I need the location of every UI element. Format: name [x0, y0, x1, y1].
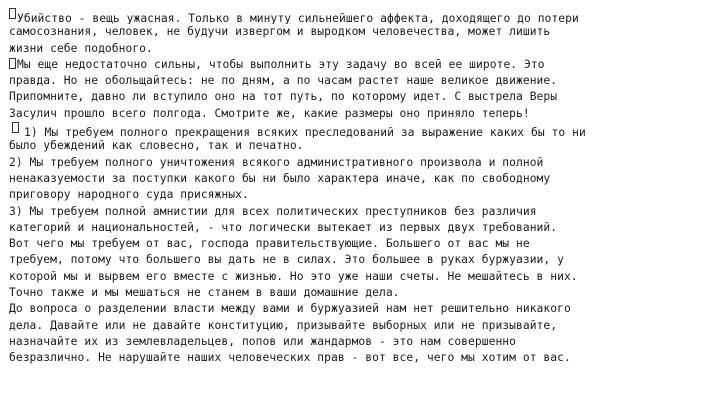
paragraph-text: Мы еще недостаточно сильны, чтобы выполнить эту задачу во всей ее широте. Это: [17, 57, 545, 71]
text-line: [9, 204, 714, 220]
paragraph-text: Убийство - вещь ужасная. Только в минуту сильнейшего аффекта, доходящего до потери: [17, 12, 579, 25]
paragraph-text: правда. Но не обольщайтесь: не по дням, а по часам растет наше великое движение.: [9, 74, 558, 88]
text-line: [9, 171, 714, 187]
paragraph-text: требуем, потому что большего вы дать не в силах. Это большее в руках буржуазии, у: [9, 253, 564, 267]
text-line: [9, 89, 714, 105]
text-line: [9, 138, 714, 154]
paragraph-text: До вопроса о разделении власти между вами и буржуазией нам нет решительно никакого: [9, 302, 571, 316]
paragraph-text: категорий и национальностей, - что логически вытекает из первых двух требований.: [9, 220, 558, 234]
paragraph-text: жизни себе подобного.: [9, 41, 153, 55]
text-line: [9, 350, 714, 366]
text-line: [9, 24, 714, 40]
paragraph-text: дела. Давайте или не давайте конституцию, призывайте выборных или не призывайте,: [9, 318, 558, 332]
document-body: [9, 8, 714, 367]
text-line: [9, 334, 714, 350]
text-line: [9, 252, 714, 268]
text-line: [9, 155, 714, 171]
missing-glyph-icon: [12, 122, 19, 133]
text-line: [9, 8, 714, 24]
text-line: [9, 318, 714, 334]
paragraph-text: Припомните, давно ли вступило оно на тот путь, по которому идет. С выстрела Веры: [9, 90, 558, 104]
text-line: [9, 220, 714, 236]
paragraph-text: 1) Мы требуем полного прекращения всяких преследований за выражение каких бы то ни: [24, 126, 586, 139]
paragraph-text: 2) Мы требуем полного уничтожения всякого административного произвола и полной: [9, 155, 544, 169]
text-line: [9, 122, 714, 138]
missing-glyph-icon: [9, 58, 16, 69]
missing-glyph-icon: [9, 8, 16, 19]
paragraph-text: 3) Мы требуем полной амнистии для всех политических преступников без различия: [9, 204, 537, 218]
text-line: [9, 73, 714, 89]
text-line: [9, 57, 714, 73]
text-line: [9, 301, 714, 317]
paragraph-text: было убеждений как словесно, так и печатно.: [9, 139, 304, 153]
text-line: [9, 236, 714, 252]
text-line: [9, 41, 714, 57]
paragraph-text: приговору народного суда присяжных.: [9, 188, 249, 202]
paragraph-text: Засулич прошло всего полгода. Смотрите же, какие размеры оно приняло теперь!: [9, 106, 530, 120]
paragraph-text: безразлично. Не нарушайте наших человеческих прав - вот все, чего мы хотим от вас.: [9, 351, 571, 365]
text-line: [9, 285, 714, 301]
text-line: [9, 187, 714, 203]
paragraph-text: которой мы и вырвем его вместе с жизнью. Но это уже наши счеты. Не мешайтесь в них.: [9, 269, 578, 283]
paragraph-text: Вот чего мы требуем от вас, господа правительствующие. Большего от вас мы не: [9, 237, 530, 251]
text-line: [9, 106, 714, 122]
text-line: [9, 269, 714, 285]
paragraph-text: назначайте их из землевладельцев, попов или жандармов - это нам совершенно: [9, 334, 516, 348]
paragraph-text: Точно также и мы мешаться не станем в ваши домашние дела.: [9, 286, 400, 300]
paragraph-text: самосознания, человек, не будучи извергом и выродком человечества, может лишить: [9, 25, 551, 39]
paragraph-text: ненаказуемости за поступки какого бы ни было характера иначе, как по свободному: [9, 171, 551, 185]
